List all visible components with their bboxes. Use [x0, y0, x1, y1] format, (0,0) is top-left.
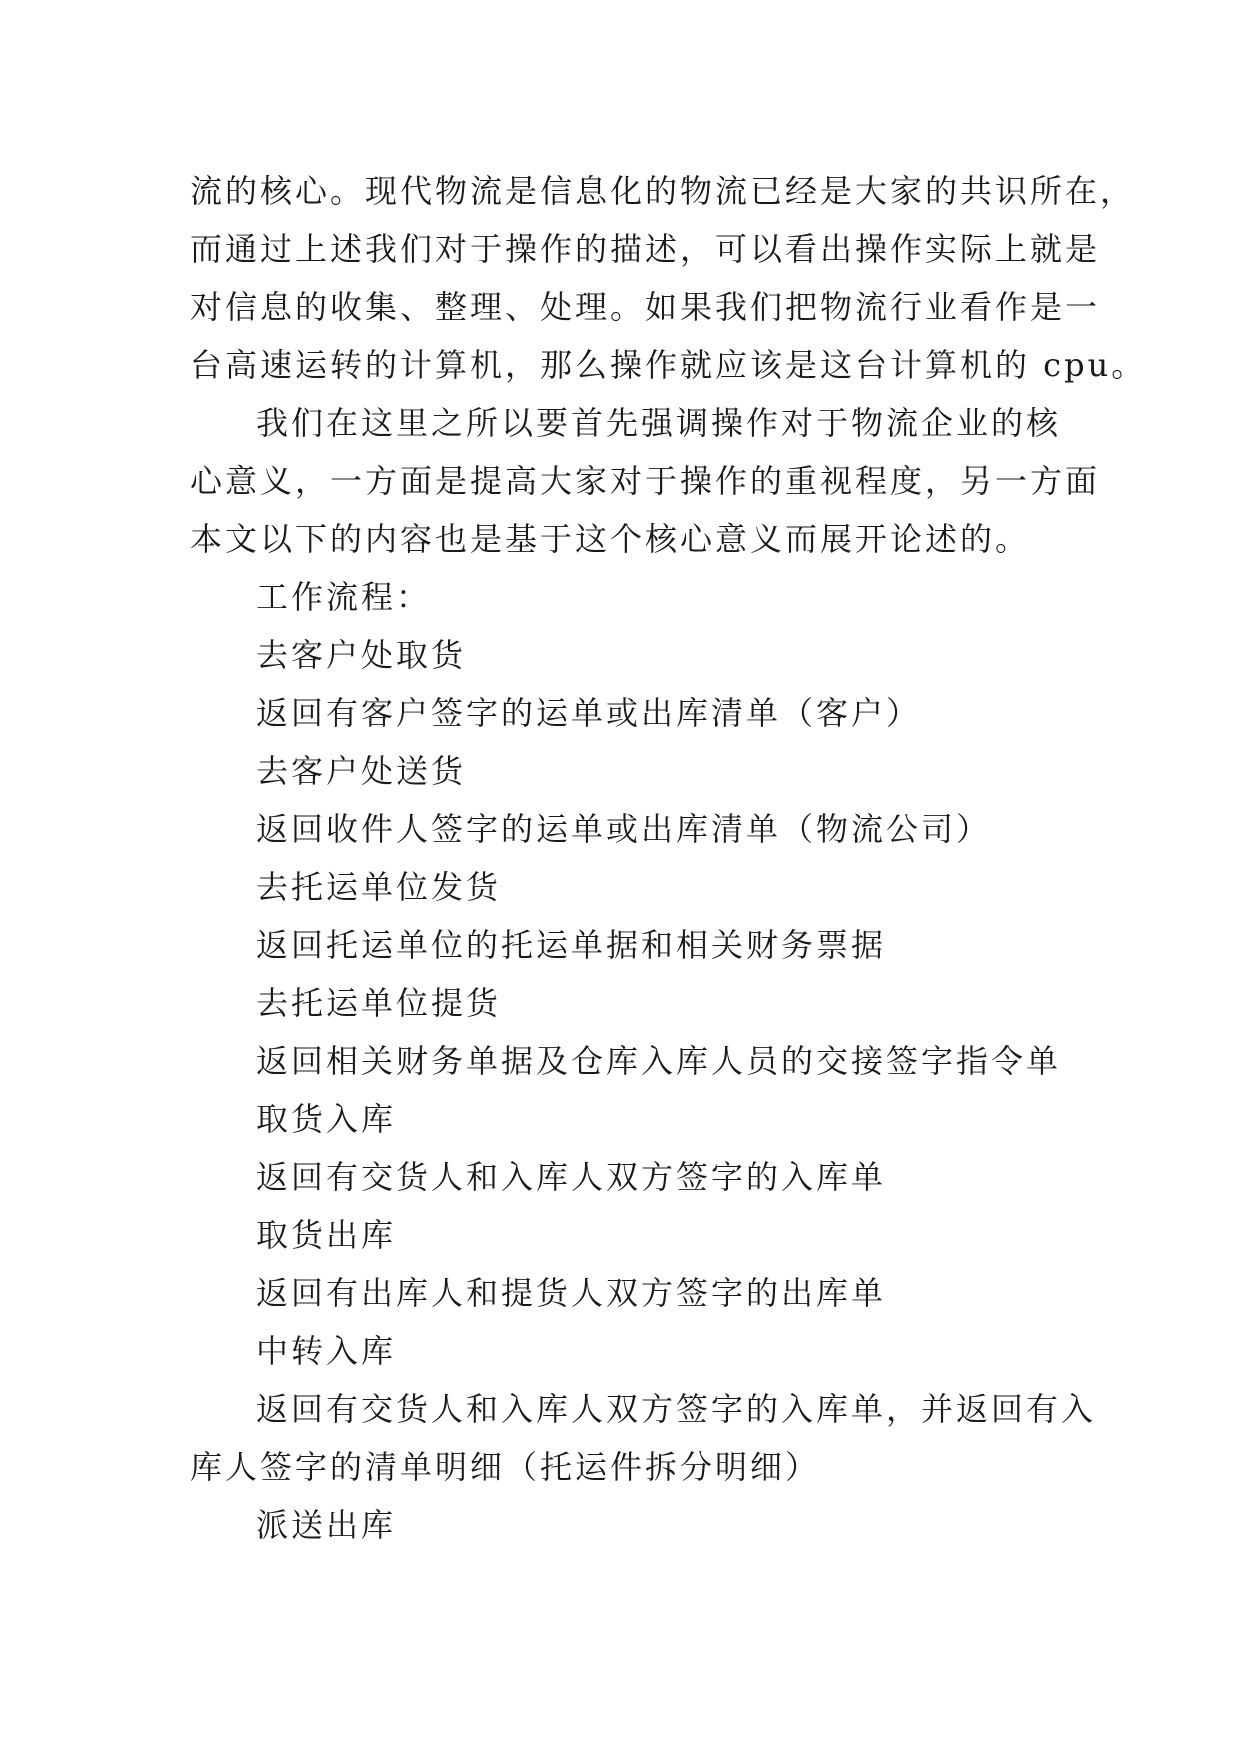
workflow-step: 返回收件人签字的运单或出库清单（物流公司） [256, 810, 992, 848]
workflow-step: 返回相关财务单据及仓库入库人员的交接签字指令单 [256, 1042, 1062, 1080]
workflow-step: 取货出库 [256, 1216, 397, 1254]
text-line: 台高速运转的计算机，那么操作就应该是这台计算机的 cpu。 [190, 346, 1147, 384]
document-body [190, 162, 1147, 1554]
workflow-step: 返回有交货人和入库人双方签字的入库单，并返回有入 [256, 1390, 1097, 1428]
text-line: 心意义，一方面是提高大家对于操作的重视程度，另一方面 [190, 462, 1101, 500]
text-line: 本文以下的内容也是基于这个核心意义而展开论述的。 [190, 520, 1031, 558]
text-line: 我们在这里之所以要首先强调操作对于物流企业的核 [256, 404, 1062, 442]
text-line: 而通过上述我们对于操作的描述，可以看出操作实际上就是 [190, 230, 1101, 268]
workflow-step: 取货入库 [256, 1100, 397, 1138]
workflow-step: 返回有出库人和提货人双方签字的出库单 [256, 1274, 887, 1312]
workflow-step: 去客户处送货 [256, 752, 467, 790]
text-line: 流的核心。现代物流是信息化的物流已经是大家的共识所在， [190, 172, 1136, 210]
section-heading: 工作流程： [256, 578, 432, 616]
workflow-step: 返回有客户签字的运单或出库清单（客户） [256, 694, 922, 732]
text-line: 对信息的收集、整理、处理。如果我们把物流行业看作是一 [190, 288, 1101, 326]
workflow-step: 去托运单位提货 [256, 984, 502, 1022]
workflow-step-continued: 库人签字的清单明细（托运件拆分明细） [190, 1448, 821, 1486]
workflow-step: 去客户处取货 [256, 636, 467, 674]
workflow-step: 返回托运单位的托运单据和相关财务票据 [256, 926, 887, 964]
workflow-step: 中转入库 [256, 1332, 397, 1370]
workflow-step: 返回有交货人和入库人双方签字的入库单 [256, 1158, 887, 1196]
workflow-step: 派送出库 [256, 1506, 397, 1544]
workflow-step: 去托运单位发货 [256, 868, 502, 906]
